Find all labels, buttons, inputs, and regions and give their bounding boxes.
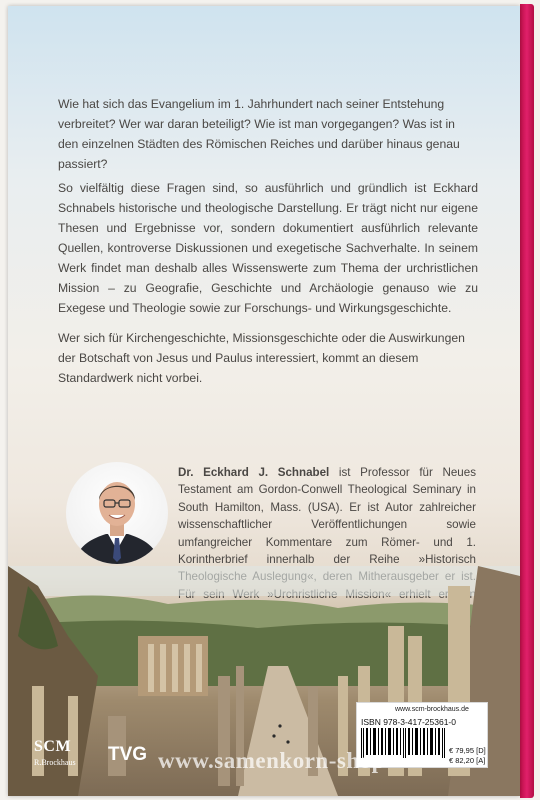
shop-watermark: www.samenkorn-shop — [158, 748, 385, 773]
blurb-paragraph-1: Wie hat sich das Evangelium im 1. Jahrhundert nach seiner Entstehung verbreitet? Wer war daran beteiligt? Wie ist man vorgegangen? Was ist in den einzelnen Städten des Römischen Reiches und darüber hinaus genau passiert? — [58, 97, 460, 171]
price-germany: € 79,95 [D] — [449, 746, 486, 755]
book-back-cover — [8, 6, 520, 796]
blurb-paragraph-2: So vielfältig diese Fragen sind, so ausführlich und gründlich ist Eckhard Schnabels historische und theologische Darstellung. Er trägt nicht nur eigene Thesen und Ergebnisse vor, sondern dokumentiert ausführlich relevante Quellen, kontroverse Diskussionen und exegetische Sachverhalte. In seinem Werk findet man deshalb alles Wissenswerte zum Thema der urchristlichen Mission – zu Geografie, Geschichte und Archäologie genauso wie zu Exegese und Theologie sowie zur Forschungs- und Wirkungsgeschichte. — [58, 181, 478, 315]
publisher-logo-scm — [34, 738, 76, 767]
publisher-logo-text: SCM — [34, 738, 72, 755]
author-name: Dr. Eckhard J. Schnabel — [178, 466, 330, 479]
publisher-sub-text: R.Brockhaus — [34, 758, 76, 767]
publisher-logo-tvg: TVG — [108, 744, 148, 765]
author-bio-text: ist Professor für Neues Testament am Gordon-Conwell Theological Seminary in South Hamilton, Mass. (USA). Er ist Autor zahlreicher wissenschaftlicher Veröffentlichungen sowie umfangreicher Kommentare zum Römer- und 1. Korintherbrief innerhalb der Reihe »Historisch — [178, 466, 476, 567]
publisher-url: www.scm-brockhaus.de — [395, 706, 469, 713]
blurb-paragraph-3: Wer sich für Kirchengeschichte, Missionsgeschichte oder die Auswirkungen der Botschaft von Jesus und Paulus interessiert, kommt an diesem Standardwerk nicht vorbei. — [58, 331, 465, 385]
isbn-text: ISBN 978-3-417-25361-0 — [361, 717, 456, 727]
price-austria: € 82,20 [A] — [449, 756, 486, 765]
author-portrait — [66, 462, 168, 564]
price-block — [449, 746, 486, 766]
book-spine — [520, 4, 534, 798]
